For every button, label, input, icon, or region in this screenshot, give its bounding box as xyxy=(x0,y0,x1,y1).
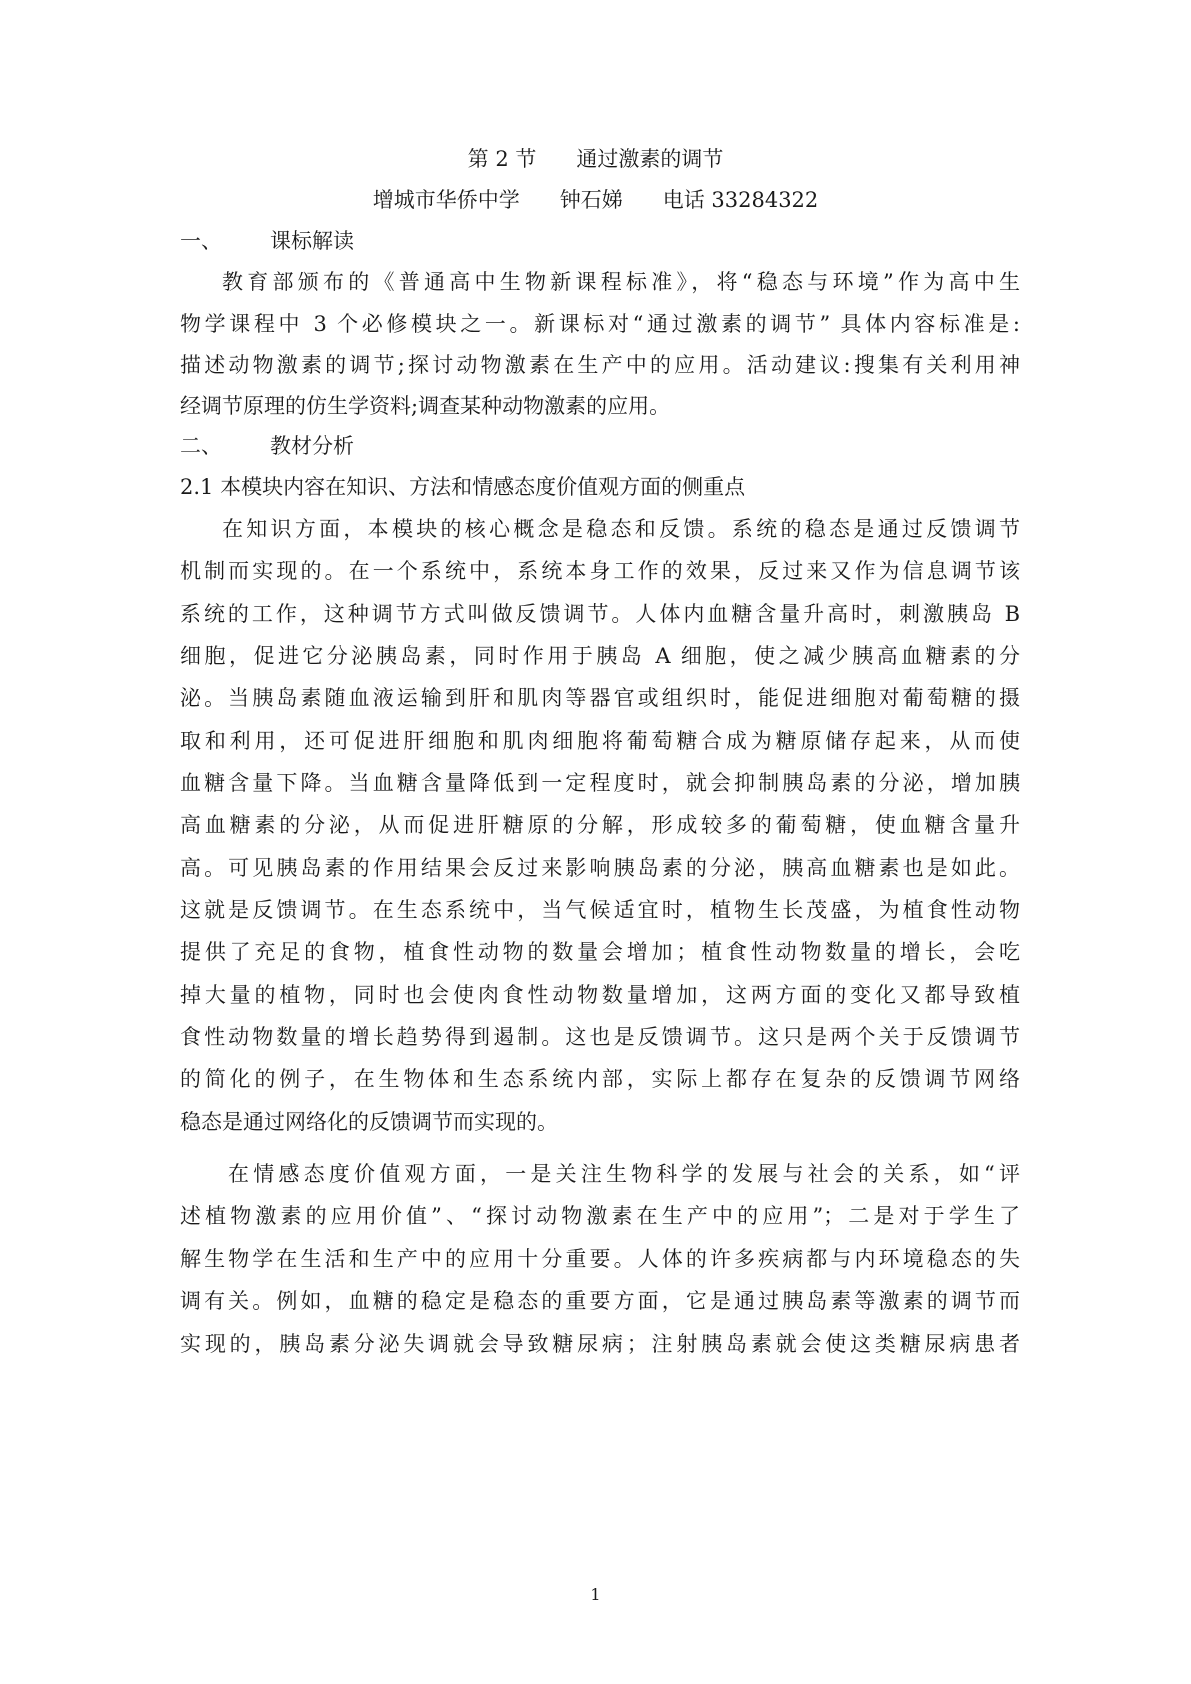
paragraph-line: 机制而实现的。在一个系统中，系统本身工作的效果，反过来又作为信息调节该 xyxy=(180,559,1020,583)
subheading: 2.1 本模块内容在知识、方法和情感态度价值观方面的侧重点 xyxy=(180,475,746,499)
paragraph-line: 在知识方面，本模块的核心概念是稳态和反馈。系统的稳态是通过反馈调节 xyxy=(222,517,1020,541)
heading-two xyxy=(180,432,1020,460)
school-name: 增城市华侨中学 xyxy=(372,188,520,212)
paragraph-line: 血糖含量下降。当血糖含量降低到一定程度时，就会抑制胰岛素的分泌，增加胰 xyxy=(180,771,1020,795)
section-title: 通过激素的调节 xyxy=(576,147,724,171)
paragraph-line: 述植物激素的应用价值”、“探讨动物激素在生产中的应用”；二是对于学生了 xyxy=(180,1204,1020,1228)
paragraph-line: 实现的，胰岛素分泌失调就会导致糖尿病；注射胰岛素就会使这类糖尿病患者 xyxy=(180,1332,1020,1356)
paragraph-line: 细胞，促进它分泌胰岛素，同时作用于胰岛 A 细胞，使之减少胰高血糖素的分 xyxy=(180,644,1020,668)
section-number: 第 2 节 xyxy=(467,147,537,171)
paragraph-line: 高。可见胰岛素的作用结果会反过来影响胰岛素的分泌，胰高血糖素也是如此。 xyxy=(180,856,1020,880)
paragraph-line: 经调节原理的仿生学资料;调查某种动物激素的应用。 xyxy=(180,394,671,418)
paragraph-line: 教育部颁布的《普通高中生物新课程标准》，将“稳态与环境”作为高中生 xyxy=(222,270,1020,294)
paragraph-line: 取和利用，还可促进肝细胞和肌肉细胞将葡萄糖合成为糖原储存起来，从而使 xyxy=(180,729,1020,753)
paragraph-line: 食性动物数量的增长趋势得到遏制。这也是反馈调节。这只是两个关于反馈调节 xyxy=(180,1025,1020,1049)
paragraph-line: 高血糖素的分泌，从而促进肝糖原的分解，形成较多的葡萄糖，使血糖含量升 xyxy=(180,813,1020,837)
paragraph-line: 系统的工作，这种调节方式叫做反馈调节。人体内血糖含量升高时，刺激胰岛 B xyxy=(180,602,1020,626)
paragraph-line: 解生物学在生活和生产中的应用十分重要。人体的许多疾病都与内环境稳态的失 xyxy=(180,1247,1020,1271)
paragraph-line: 掉大量的植物，同时也会使肉食性动物数量增加，这两方面的变化又都导致植 xyxy=(180,983,1020,1007)
author-name: 钟石娣 xyxy=(559,188,623,212)
paragraph-line: 泌。当胰岛素随血液运输到肝和肌肉等器官或组织时，能促进细胞对葡萄糖的摄 xyxy=(180,686,1020,710)
paragraph-line: 描述动物激素的调节;探讨动物激素在生产中的应用。活动建议:搜集有关利用神 xyxy=(180,353,1020,377)
heading-one-text: 课标解读 xyxy=(270,229,354,253)
paragraph-line: 这就是反馈调节。在生态系统中，当气候适宜时，植物生长茂盛，为植食性动物 xyxy=(180,898,1020,922)
paragraph-line: 物学课程中 3 个必修模块之一。新课标对“通过激素的调节” 具体内容标准是: xyxy=(180,312,1020,336)
heading-two-number: 二、 xyxy=(180,434,222,458)
paragraph-line: 稳态是通过网络化的反馈调节而实现的。 xyxy=(180,1110,558,1134)
heading-one-number: 一、 xyxy=(180,229,222,253)
page-number: 1 xyxy=(590,1585,601,1604)
heading-two-text: 教材分析 xyxy=(270,434,354,458)
paragraph-line: 调有关。例如，血糖的稳定是稳态的重要方面，它是通过胰岛素等激素的调节而 xyxy=(180,1289,1020,1313)
paragraph-line: 在情感态度价值观方面，一是关注生物科学的发展与社会的关系，如“评 xyxy=(228,1162,1020,1186)
paragraph-line: 的简化的例子，在生物体和生态系统内部，实际上都存在复杂的反馈调节网络 xyxy=(180,1067,1020,1091)
section-heading xyxy=(0,145,1191,173)
heading-one xyxy=(180,227,1020,255)
paragraph-line: 提供了充足的食物，植食性动物的数量会增加；植食性动物数量的增长，会吃 xyxy=(180,940,1020,964)
phone-number: 电话 33284322 xyxy=(662,188,819,212)
author-line xyxy=(0,186,1191,214)
